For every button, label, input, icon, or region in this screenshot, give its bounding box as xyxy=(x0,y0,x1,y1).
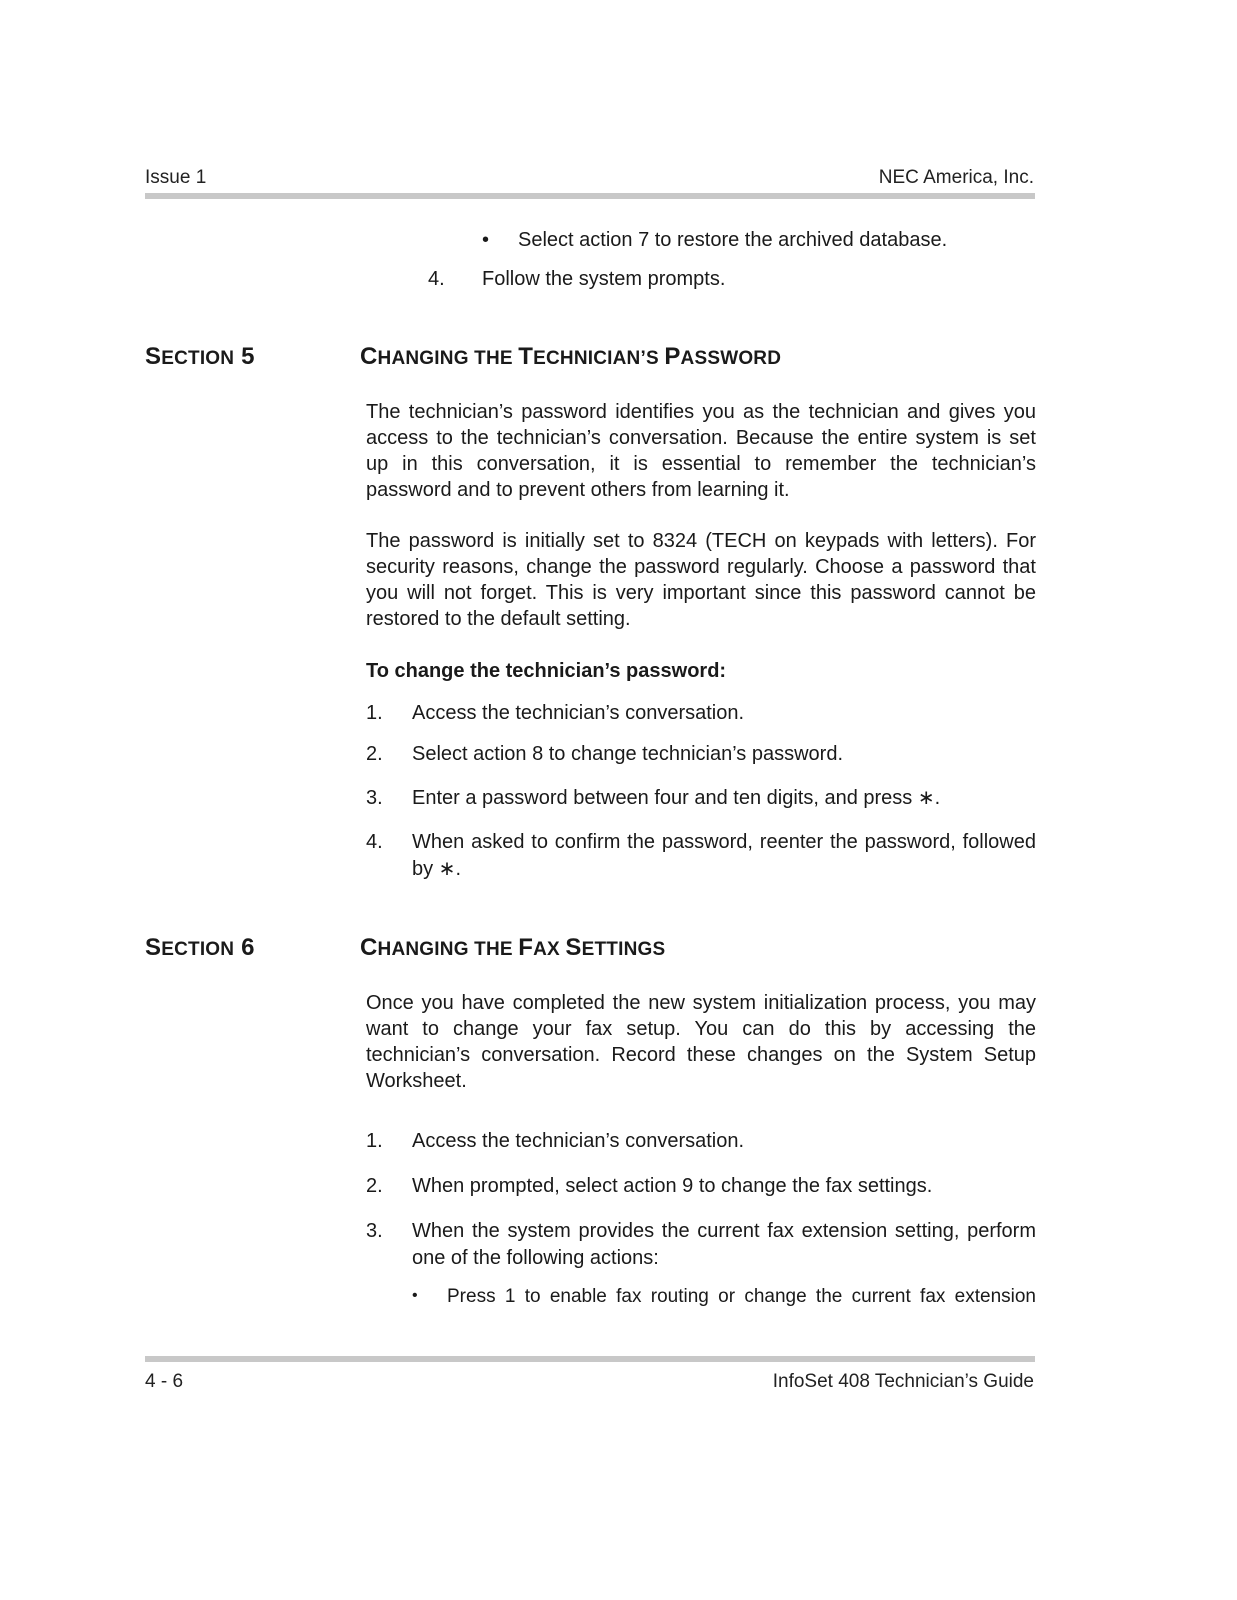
footer-rule xyxy=(145,1356,1035,1362)
list-item xyxy=(366,700,1036,727)
list-item xyxy=(366,785,1036,812)
step-number: 2. xyxy=(366,743,383,765)
step-number: 4. xyxy=(428,268,445,290)
section-6-label: SECTION 6 xyxy=(145,934,255,961)
step-follow-prompts: Follow the system prompts. xyxy=(482,268,726,290)
list-item xyxy=(366,829,1036,885)
step-text: Enter a password between four and ten digits, and press ∗. xyxy=(412,787,941,809)
step-number: 1. xyxy=(366,702,383,724)
step-number: 2. xyxy=(366,1175,383,1197)
section-5-paragraph-2: The password is initially set to 8324 (TECH on keypads with letters). For security reasons, change the password regularly. Choose a password that you will not forget. This is very important since this password cannot be restored to the default setting. xyxy=(366,530,1036,630)
header-company: NEC America, Inc. xyxy=(878,167,1034,188)
step-number: 3. xyxy=(366,787,383,809)
bullet-marker: • xyxy=(482,229,490,251)
list-item xyxy=(366,1173,1036,1200)
step-text: When asked to confirm the password, reenter the password, followed by ∗. xyxy=(412,831,1036,880)
step-text: Access the technician’s conversation. xyxy=(412,1130,745,1152)
step-text: When the system provides the current fax extension setting, perform one of the following actions: xyxy=(412,1220,1036,1269)
section-5-paragraph-1: The technician’s password identifies you as the technician and gives you access to the technician’s conversation. Because the entire system is set up in this conversation, it is essential to remember the technician’s password and to prevent others from learning it. xyxy=(366,401,1036,501)
procedure-heading: To change the technician’s password: xyxy=(366,660,727,682)
bullet-fax-routing: Press 1 to enable fax routing or change the current fax extension xyxy=(447,1286,1036,1307)
step-text: When prompted, select action 9 to change the fax settings. xyxy=(412,1175,933,1197)
section-6-paragraph-1: Once you have completed the new system initialization process, you may want to change your fax setup. You can do this by accessing the technician’s conversation. Record these changes on the System Setup Worksheet. xyxy=(366,992,1036,1092)
page-number: 4 - 6 xyxy=(145,1371,184,1392)
section-5-title: CHANGING THE TECHNICIAN’S PASSWORD xyxy=(360,343,782,370)
header-rule xyxy=(145,193,1035,199)
step-number: 4. xyxy=(366,831,383,853)
list-item xyxy=(366,741,1036,768)
step-text: Access the technician’s conversation. xyxy=(412,702,745,724)
header-issue: Issue 1 xyxy=(145,167,207,188)
step-number: 1. xyxy=(366,1130,383,1152)
section-5-label: SECTION 5 xyxy=(145,343,255,370)
footer-document-title: InfoSet 408 Technician’s Guide xyxy=(772,1371,1034,1392)
step-number: 3. xyxy=(366,1220,383,1242)
step-text: Select action 8 to change technician’s password. xyxy=(412,743,844,765)
section-6-title: CHANGING THE FAX SETTINGS xyxy=(360,934,666,961)
bullet-restore-archive: Select action 7 to restore the archived database. xyxy=(518,229,948,251)
list-item xyxy=(366,1218,1036,1272)
list-item xyxy=(366,1128,1036,1155)
bullet-marker: • xyxy=(412,1287,418,1304)
